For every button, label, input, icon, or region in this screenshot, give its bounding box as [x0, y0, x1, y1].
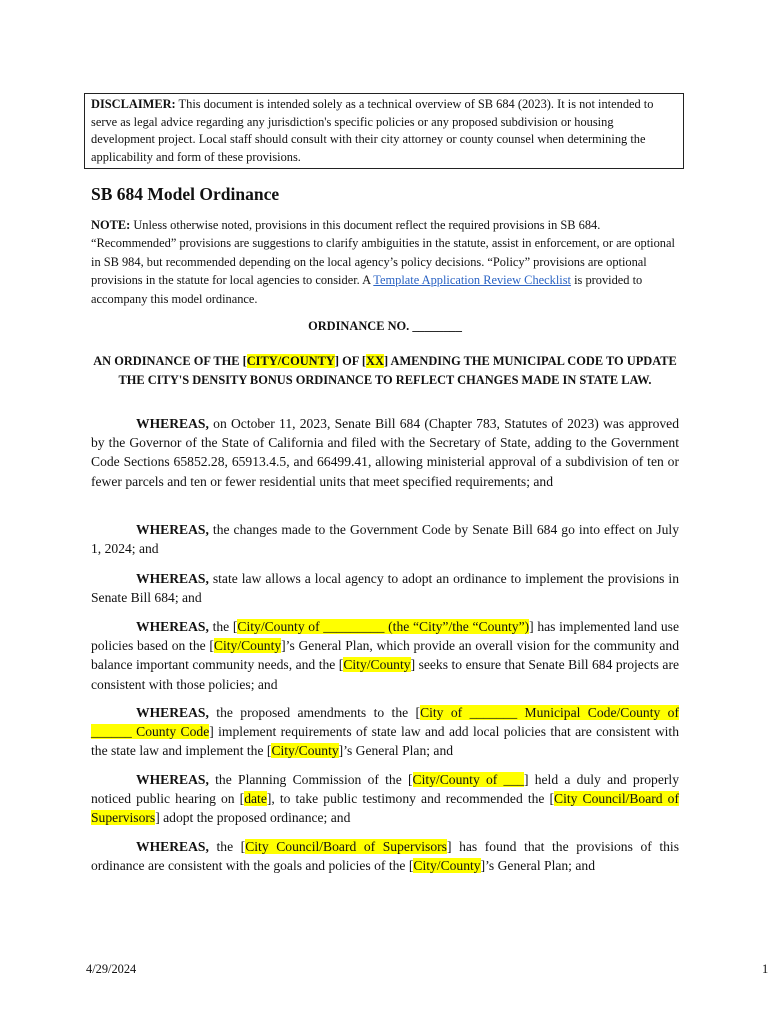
whereas-text: on October 11, 2023, Senate Bill 684 (Chapter 783, Statutes of 2023) was approved by the Governor of the State of California and filed with the Secretary of State, adding to the Government Code Sections 65852.28, 65913.4.5, and 66499.41, allowing ministerial approval of a subdivision of ten or fewer parcels and ten or fewer residential units that meet specified requirements; and — [91, 416, 679, 489]
whereas-text: the proposed amendments to the [ — [208, 705, 421, 720]
whereas-text: ] adopt the proposed ordinance; and — [155, 810, 351, 826]
note-text-before: Unless otherwise noted, provisions in this document reflect the required provisions in SB 684. “Recommended” provisions are suggestions to clarify ambiguities in the statute, assist in enforcement, or are optional in SB 984, but recommended depending on the local agency’s policy decisions. “Policy” provisions are optional provisions in the statute for local agencies to consider. A — [91, 218, 675, 288]
whereas-label: WHEREAS, — [136, 705, 209, 720]
highlight-placeholder: City of _______ Municipal Code/County of ______ County Code — [91, 705, 679, 740]
document-title: SB 684 Model Ordinance — [91, 184, 280, 204]
whereas-text: ] has implemented land use policies based on the [ — [91, 619, 679, 654]
checklist-link[interactable]: Template Application Review Checklist — [373, 273, 571, 288]
heading-text-1: AN ORDINANCE OF THE [ — [93, 354, 247, 368]
whereas-text: the [ — [208, 839, 246, 854]
whereas-label: WHEREAS, — [136, 522, 209, 537]
whereas-paragraph-3 — [91, 569, 679, 607]
whereas-label: WHEREAS, — [136, 571, 209, 586]
highlight-placeholder: date — [244, 791, 267, 807]
heading-text-2: ] OF [ — [334, 354, 367, 368]
highlight-placeholder: City/County — [271, 743, 339, 759]
whereas-text: state law allows a local agency to adopt an ordinance to implement the provisions in Senate Bill 684; and — [91, 571, 679, 606]
whereas-paragraph-4 — [91, 617, 679, 694]
whereas-paragraph-2 — [91, 520, 679, 558]
whereas-text: ]’s General Plan; and — [338, 743, 454, 759]
whereas-text: ] seeks to ensure that Senate Bill 684 projects are consistent with those policies; and — [91, 657, 679, 692]
whereas-text: ] has found that the provisions of this ordinance are consistent with the goals and policies of the [ — [91, 839, 679, 874]
whereas-text: ], to take public testimony and recommended the [ — [266, 791, 555, 807]
note-paragraph — [91, 216, 681, 308]
highlight-placeholder: City/County of ___ — [412, 772, 524, 787]
note-label: NOTE: — [91, 218, 131, 232]
whereas-text: the [ — [208, 619, 238, 634]
ordinance-heading — [91, 352, 679, 389]
whereas-paragraph-1 — [91, 414, 679, 491]
note-text-after: is provided to accompany this model ordinance. — [91, 273, 643, 306]
whereas-paragraph-7 — [91, 837, 679, 875]
whereas-paragraph-5 — [91, 703, 679, 761]
whereas-text: ]’s General Plan; and — [480, 858, 595, 874]
disclaimer-text: This document is intended solely as a technical overview of SB 684 (2023). It is not intended to serve as legal advice regarding any jurisdiction's specific policies or any proposed subdivision or housing development project. Local staff should consult with their city attorney or county counsel when determining the applicability and form of these provisions. — [91, 97, 654, 164]
footer-date: 4/29/2024 — [86, 962, 137, 976]
disclaimer-box — [84, 93, 684, 169]
whereas-text: ] held a duly and properly noticed public hearing on [ — [91, 772, 679, 807]
highlight-placeholder: City Council/Board of Supervisors — [245, 839, 447, 854]
heading-highlight-xx: XX — [366, 354, 384, 368]
disclaimer-label: DISCLAIMER: — [91, 97, 176, 111]
whereas-text: ]’s General Plan, which provide an overall vision for the community and balance important community needs, and the [ — [91, 638, 679, 673]
whereas-text: the changes made to the Government Code by Senate Bill 684 go into effect on July 1, 2024; and — [91, 522, 679, 557]
heading-highlight-city-county: CITY/COUNTY — [246, 354, 335, 368]
heading-text-3: ] AMENDING THE MUNICIPAL CODE TO UPDATE THE CITY'S DENSITY BONUS ORDINANCE TO REFLECT CHANGES MADE IN STATE LAW. — [118, 354, 677, 387]
whereas-text: the Planning Commission of the [ — [208, 772, 413, 787]
highlight-placeholder: City/County — [413, 858, 481, 874]
highlight-placeholder: City/County of _________ (the “City”/the “County”) — [237, 619, 530, 634]
whereas-paragraph-6 — [91, 770, 679, 828]
whereas-text: ] implement requirements of state law and add local policies that are consistent with the state law and implement the [ — [91, 724, 679, 759]
whereas-label: WHEREAS, — [136, 772, 209, 787]
highlight-placeholder: City/County — [343, 657, 411, 673]
footer-page-number: 1 — [762, 962, 769, 976]
whereas-label: WHEREAS, — [136, 839, 209, 854]
ordinance-number: ORDINANCE NO. ________ — [308, 319, 462, 333]
whereas-label: WHEREAS, — [136, 416, 209, 431]
whereas-label: WHEREAS, — [136, 619, 209, 634]
highlight-placeholder: City Council/Board of Supervisors — [91, 791, 679, 826]
highlight-placeholder: City/County — [213, 638, 282, 654]
